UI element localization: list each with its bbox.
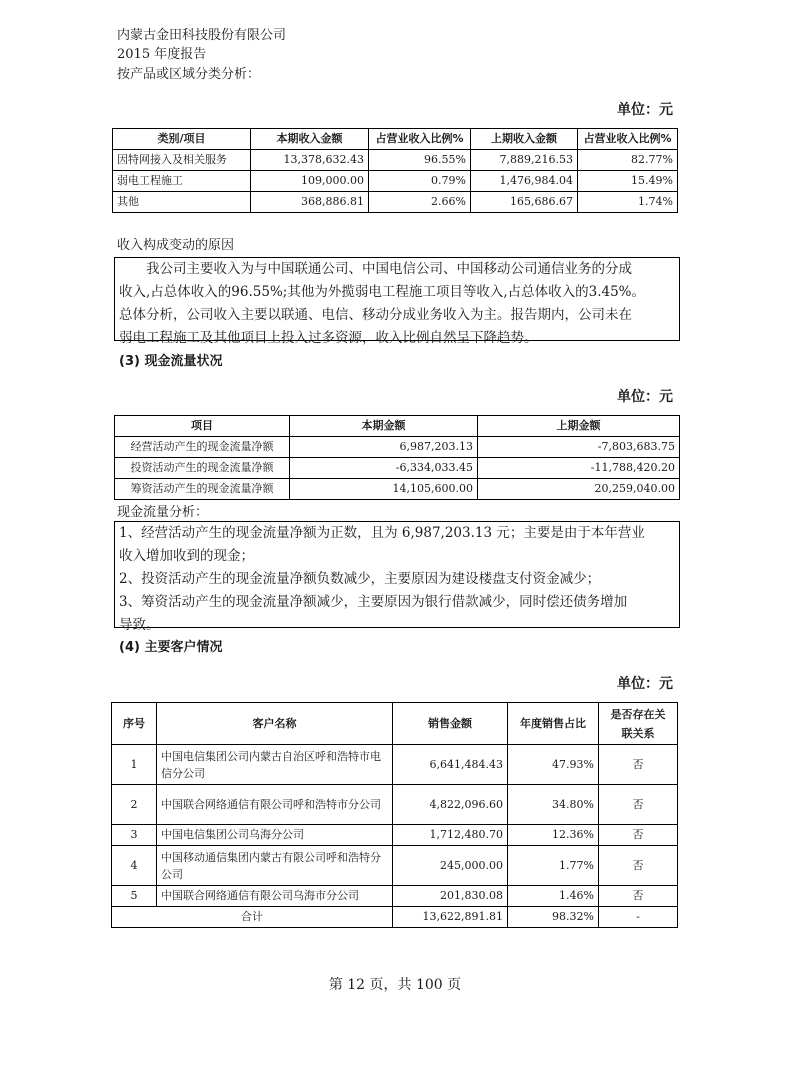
table-row <box>113 171 678 192</box>
col-header: 本期收入金额 <box>251 129 369 150</box>
cell-category: 弱电工程施工 <box>113 171 251 192</box>
table-row <box>113 192 678 213</box>
cell-sales-amount: 201,830.08 <box>393 886 508 907</box>
cell-index: 1 <box>112 745 157 785</box>
total-label: 合计 <box>112 907 393 928</box>
col-header: 占营业收入比例% <box>369 129 471 150</box>
table-row <box>112 846 678 886</box>
unit-label: 单位：元 <box>617 389 673 405</box>
table-row <box>115 479 680 500</box>
customers-section-title: (4) 主要客户情况 <box>119 640 223 655</box>
cell-current-amount: 368,886.81 <box>251 192 369 213</box>
report-title: 2015 年度报告 <box>117 47 207 62</box>
cell-sales-share: 34.80% <box>508 785 599 825</box>
cell-related-party: 否 <box>599 846 678 886</box>
cell-category: 其他 <box>113 192 251 213</box>
cell-previous-amount: 165,686.67 <box>471 192 578 213</box>
cell-current: 6,987,203.13 <box>290 437 478 458</box>
cell-sales-share: 1.46% <box>508 886 599 907</box>
cell-item: 经营活动产生的现金流量净额 <box>115 437 290 458</box>
revenue-reason-line: 我公司主要收入为与中国联通公司、中国电信公司、中国移动公司通信业务的分成 <box>119 261 632 277</box>
cell-index: 5 <box>112 886 157 907</box>
cell-current-ratio: 0.79% <box>369 171 471 192</box>
total-related: - <box>599 907 678 928</box>
cell-index: 4 <box>112 846 157 886</box>
unit-label: 单位：元 <box>617 676 673 692</box>
col-header: 客户名称 <box>157 703 393 745</box>
col-header: 占营业收入比例% <box>578 129 678 150</box>
cashflow-analysis-label: 现金流量分析： <box>117 505 209 520</box>
cashflow-analysis-line: 导致。 <box>119 617 160 633</box>
cell-previous-ratio: 15.49% <box>578 171 678 192</box>
cell-sales-share: 12.36% <box>508 825 599 846</box>
table-row <box>113 150 678 171</box>
table-row <box>115 458 680 479</box>
col-header: 序号 <box>112 703 157 745</box>
total-amount: 13,622,891.81 <box>393 907 508 928</box>
cashflow-analysis-line: 收入增加收到的现金； <box>119 548 254 564</box>
cell-item: 投资活动产生的现金流量净额 <box>115 458 290 479</box>
cell-customer-name: 中国联合网络通信有限公司呼和浩特市分公司 <box>157 785 393 825</box>
table-header-row <box>112 703 678 745</box>
cell-previous: -11,788,420.20 <box>478 458 680 479</box>
col-header: 上期金额 <box>478 416 680 437</box>
total-share: 98.32% <box>508 907 599 928</box>
table-header-row <box>113 129 678 150</box>
company-name: 内蒙古金田科技股份有限公司 <box>117 28 287 43</box>
cashflow-analysis-line: 3、筹资活动产生的现金流量净额减少，主要原因为银行借款减少，同时偿还债务增加 <box>119 594 628 610</box>
cell-current-ratio: 2.66% <box>369 192 471 213</box>
cell-current-amount: 109,000.00 <box>251 171 369 192</box>
cell-related-party: 否 <box>599 825 678 846</box>
col-header: 项目 <box>115 416 290 437</box>
col-header: 上期收入金额 <box>471 129 578 150</box>
cell-item: 筹资活动产生的现金流量净额 <box>115 479 290 500</box>
table-row <box>115 437 680 458</box>
cell-related-party: 否 <box>599 886 678 907</box>
revenue-table <box>112 128 678 213</box>
cell-customer-name: 中国联合网络通信有限公司乌海市分公司 <box>157 886 393 907</box>
cell-sales-amount: 245,000.00 <box>393 846 508 886</box>
cashflow-section-title: (3) 现金流量状况 <box>119 354 223 369</box>
table-row <box>112 886 678 907</box>
revenue-reason-line: 弱电工程施工及其他项目上投入过多资源，收入比例自然呈下降趋势。 <box>119 330 538 346</box>
revenue-reason-label: 收入构成变动的原因 <box>117 238 235 253</box>
cell-index: 3 <box>112 825 157 846</box>
cell-previous: 20,259,040.00 <box>478 479 680 500</box>
cashflow-analysis-line: 2、投资活动产生的现金流量净额负数减少，主要原因为建设楼盘支付资金减少； <box>119 571 601 587</box>
cell-related-party: 否 <box>599 785 678 825</box>
col-header: 本期金额 <box>290 416 478 437</box>
table-row <box>112 745 678 785</box>
cell-sales-share: 1.77% <box>508 846 599 886</box>
cell-sales-amount: 4,822,096.60 <box>393 785 508 825</box>
cell-customer-name: 中国电信集团公司内蒙古自治区呼和浩特市电信分公司 <box>157 745 393 785</box>
cell-current-amount: 13,378,632.43 <box>251 150 369 171</box>
cell-previous-amount: 7,889,216.53 <box>471 150 578 171</box>
cell-category: 因特网接入及相关服务 <box>113 150 251 171</box>
table-total-row <box>112 907 678 928</box>
col-header: 是否存在关联关系 <box>599 703 678 745</box>
cashflow-table <box>114 415 680 500</box>
customers-table <box>111 702 678 928</box>
cell-current: -6,334,033.45 <box>290 458 478 479</box>
col-header: 销售金额 <box>393 703 508 745</box>
table-row <box>112 785 678 825</box>
page-number: 第 12 页，共 100 页 <box>328 977 462 993</box>
cell-sales-amount: 6,641,484.43 <box>393 745 508 785</box>
revenue-reason-line: 总体分析，公司收入主要以联通、电信、移动分成业务收入为主。报告期内，公司未在 <box>119 307 632 323</box>
cell-index: 2 <box>112 785 157 825</box>
section-intro: 按产品或区域分类分析： <box>117 67 261 82</box>
col-header: 年度销售占比 <box>508 703 599 745</box>
cell-customer-name: 中国电信集团公司乌海分公司 <box>157 825 393 846</box>
unit-label: 单位：元 <box>617 102 673 118</box>
cell-current: 14,105,600.00 <box>290 479 478 500</box>
table-header-row <box>115 416 680 437</box>
cell-related-party: 否 <box>599 745 678 785</box>
cell-previous-ratio: 1.74% <box>578 192 678 213</box>
revenue-reason-line: 收入,占总体收入的96.55%;其他为外揽弱电工程施工项目等收入,占总体收入的3.45%。 <box>119 284 645 300</box>
cell-previous-ratio: 82.77% <box>578 150 678 171</box>
table-row <box>112 825 678 846</box>
cell-sales-amount: 1,712,480.70 <box>393 825 508 846</box>
cashflow-analysis-box <box>114 521 680 633</box>
cashflow-analysis-line: 1、经营活动产生的现金流量净额为正数，且为 6,987,203.13 元；主要是由于本年营业 <box>119 525 645 541</box>
cell-current-ratio: 96.55% <box>369 150 471 171</box>
revenue-reason-box <box>114 257 680 346</box>
col-header: 类别/项目 <box>113 129 251 150</box>
cell-customer-name: 中国移动通信集团内蒙古有限公司呼和浩特分公司 <box>157 846 393 886</box>
cell-sales-share: 47.93% <box>508 745 599 785</box>
cell-previous: -7,803,683.75 <box>478 437 680 458</box>
cell-previous-amount: 1,476,984.04 <box>471 171 578 192</box>
